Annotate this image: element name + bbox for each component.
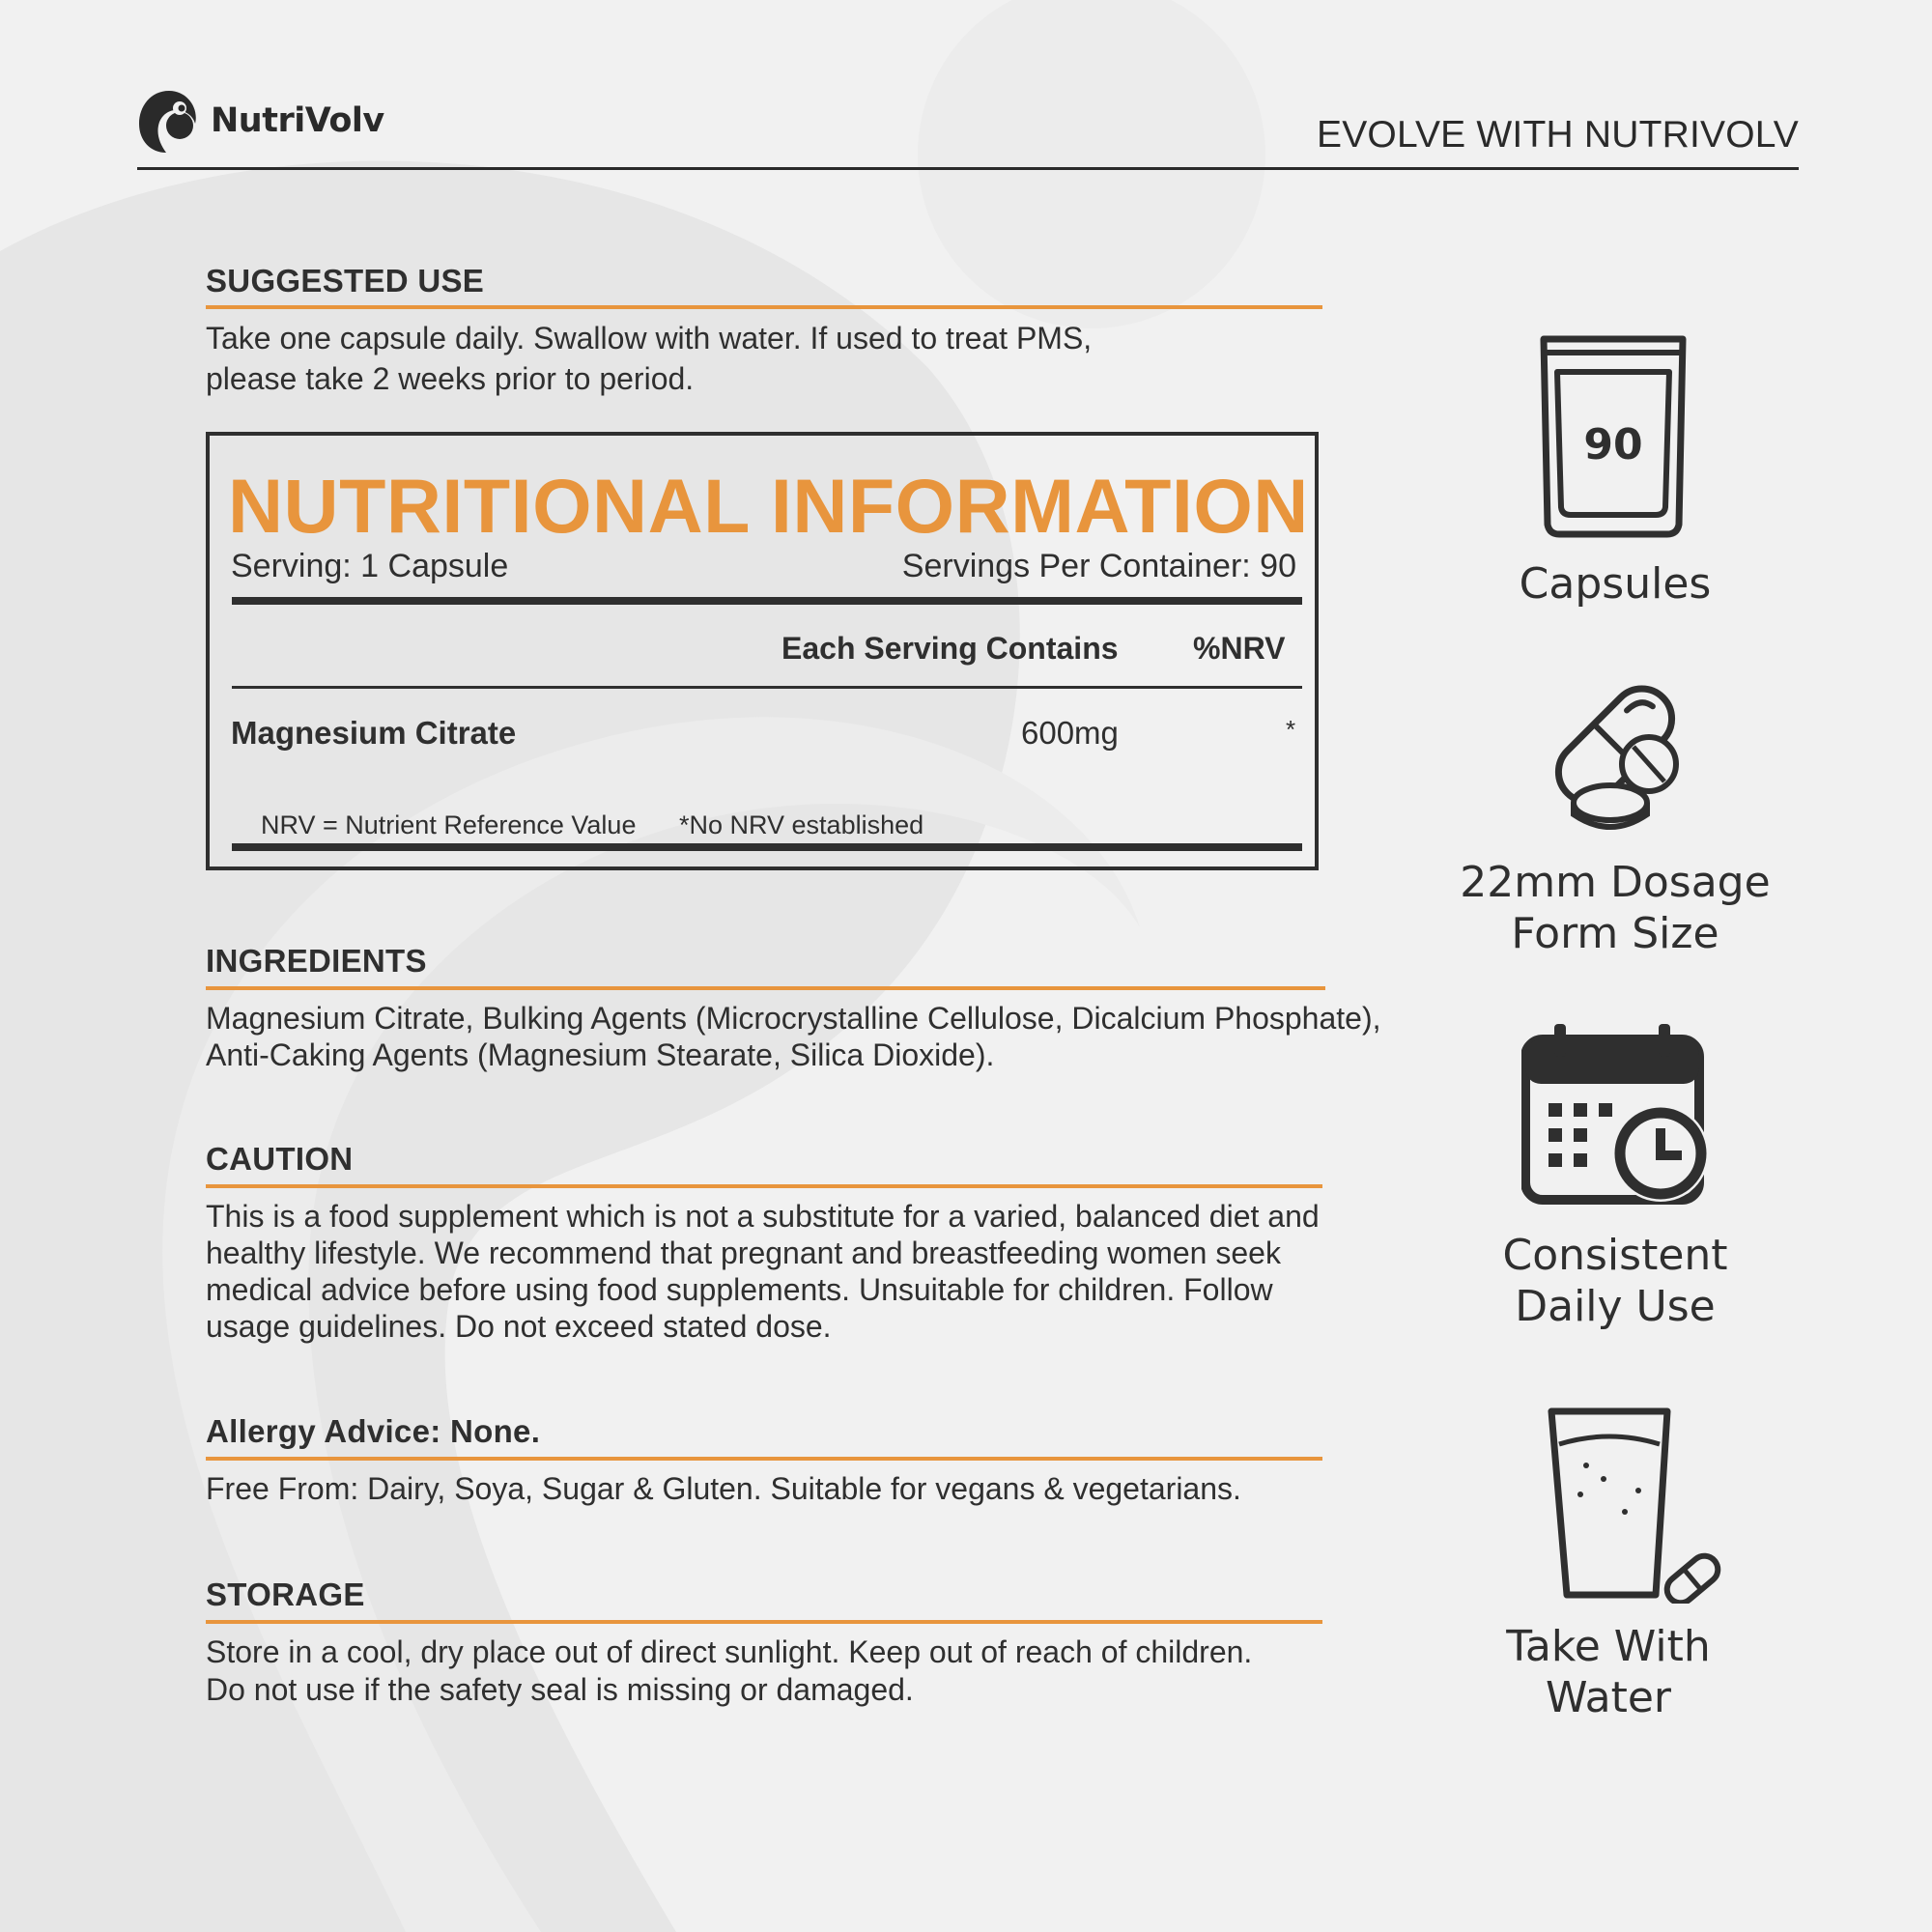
allergy-title: Allergy Advice: None.	[206, 1413, 541, 1449]
nutrition-header-divider	[232, 686, 1302, 689]
feature-dosage-label: 22mm Dosage Form Size	[1460, 858, 1771, 958]
nutrient-name: Magnesium Citrate	[231, 715, 517, 751]
suggested-use-text: Take one capsule daily. Swallow with water. If used to treat PMS, please take 2 weeks prior to period.	[206, 321, 1093, 396]
nutrition-title: NUTRITIONAL INFORMATION	[228, 463, 1309, 549]
nutrition-thick-divider-bottom	[232, 843, 1302, 851]
suggested-use-divider	[206, 305, 1322, 309]
pills-icon	[1541, 679, 1690, 838]
allergy-divider	[206, 1457, 1322, 1461]
nutrient-nrv: *	[1286, 715, 1296, 744]
storage-text: Store in a cool, dry place out of direct sunlight. Keep out of reach of children. Do not use if the safety seal is missing or damaged.	[206, 1634, 1253, 1707]
col-header-each-serving: Each Serving Contains	[781, 631, 1119, 666]
servings-per-container: Servings Per Container: 90	[901, 548, 1296, 584]
feature-capsules-label: Capsules	[1519, 559, 1712, 609]
logo-mark-icon	[137, 87, 201, 155]
ingredients-text: Magnesium Citrate, Bulking Agents (Microcrystalline Cellulose, Dicalcium Phosphate), Anti-Caking Agents (Magnesium Stearate, Silica Dioxide).	[206, 1001, 1381, 1072]
feature-daily-use-label: Consistent Daily Use	[1502, 1231, 1728, 1331]
nutrient-amount: 600mg	[1021, 715, 1119, 751]
feature-water-label: Take With Water	[1506, 1622, 1711, 1722]
col-header-nrv: %NRV	[1193, 631, 1286, 666]
caution-divider	[206, 1184, 1322, 1188]
footnote-no-nrv: *No NRV established	[679, 810, 924, 839]
footnote-nrv: NRV = Nutrient Reference Value	[261, 810, 637, 839]
suggested-use-title: SUGGESTED USE	[206, 263, 485, 298]
header-divider	[137, 167, 1799, 170]
caution-title: CAUTION	[206, 1141, 354, 1177]
ingredients-divider	[206, 986, 1325, 990]
allergy-text: Free From: Dairy, Soya, Sugar & Gluten. Suitable for vegans & vegetarians.	[206, 1471, 1241, 1506]
brand-name: NutriVolv	[211, 101, 384, 140]
pouch-count-badge: 90	[1583, 420, 1643, 469]
storage-divider	[206, 1620, 1322, 1624]
calendar-clock-icon	[1521, 1022, 1711, 1208]
serving-size: Serving: 1 Capsule	[231, 548, 509, 584]
brand-logo	[137, 85, 388, 156]
glass-water-icon	[1546, 1406, 1724, 1604]
brand-tagline: EVOLVE WITH NUTRIVOLV	[1317, 114, 1799, 156]
storage-title: STORAGE	[206, 1577, 365, 1612]
caution-text: This is a food supplement which is not a substitute for a varied, balanced diet and healthy lifestyle. We recommend that pregnant and breastfeeding women seek medical advice before using food supplements. Unsuitable for children. Follow usage guidelines. Do not exceed stated dose.	[206, 1199, 1320, 1344]
nutrition-thick-divider-top	[232, 597, 1302, 605]
ingredients-title: INGREDIENTS	[206, 943, 427, 979]
